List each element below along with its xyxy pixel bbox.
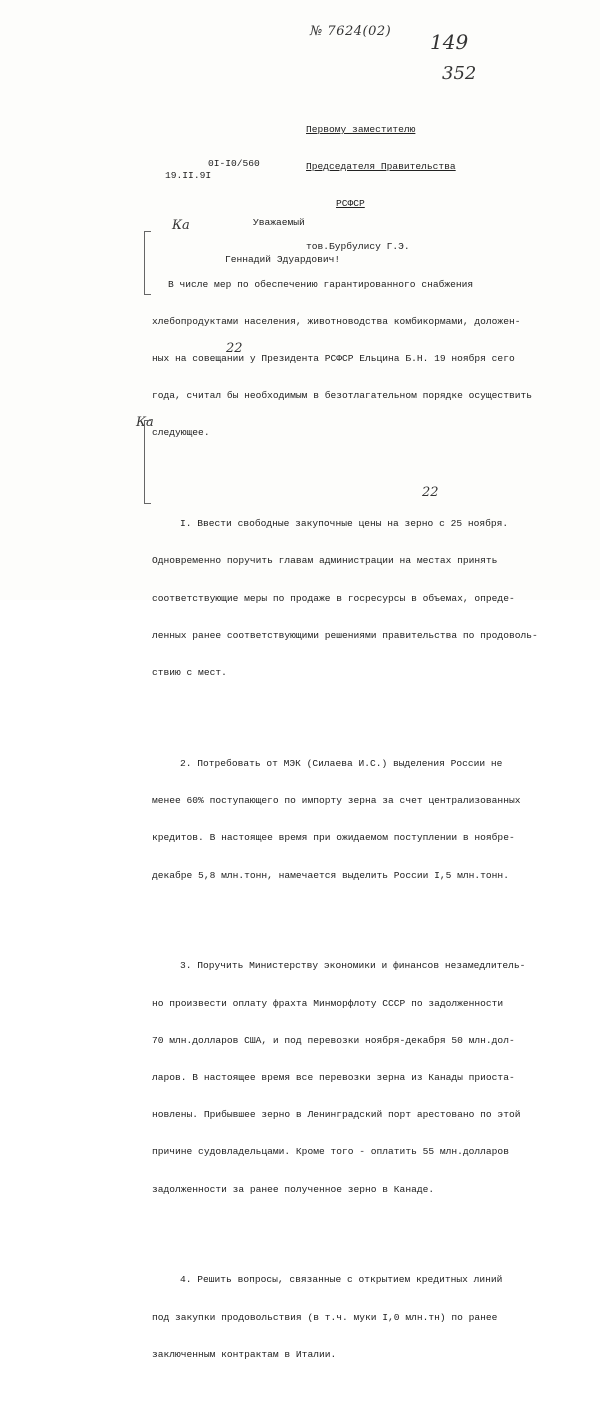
paragraph-intro xyxy=(152,254,538,465)
paragraph-item-4 xyxy=(152,1250,538,1386)
text-line: соответствующие меры по продаже в госресурсы в объемах, опреде- xyxy=(152,592,515,604)
paragraph-item-2 xyxy=(152,733,538,907)
reference-number: 0I-I0/560 xyxy=(208,158,260,169)
salutation-line: Уважаемый xyxy=(253,216,305,228)
salutation-line: Геннадий Эдуардович! xyxy=(225,254,341,266)
archive-stamp: № 7624(02) xyxy=(310,24,392,39)
text-line: Одновременно поручить главам администрации на местах принять xyxy=(152,555,498,567)
paragraph-item-1 xyxy=(152,493,538,704)
text-line: кредитов. В настоящее время при ожидаемом поступлении в ноябре- xyxy=(152,832,515,844)
margin-handwritten-mark: Ка xyxy=(172,218,190,233)
text-line: новлены. Прибывшее зерно в Ленинградский порт арестовано по этой xyxy=(152,1109,521,1121)
addressee-title-line: РСФСР xyxy=(336,198,365,210)
text-line: В числе мер по обеспечению гарантированного снабжения xyxy=(168,278,474,290)
text-line: хлебопродуктами населения, животноводства комбикормами, доложен- xyxy=(152,315,521,327)
text-line: ларов. В настоящее время все перевозки зерна из Канады приоста- xyxy=(152,1071,515,1083)
text-line: ленных ранее соответствующими решениями правительства по продоволь- xyxy=(152,629,538,641)
margin-bracket xyxy=(144,231,151,295)
text-line: задолженности за ранее полученное зерно в Канаде. xyxy=(152,1183,435,1195)
text-line: 3. Поручить Министерству экономики и финансов незамедлитель- xyxy=(180,960,526,972)
margin-bracket xyxy=(144,420,151,504)
text-line: 70 млн.долларов США, и под перевозки ноября-декабря 50 млн.дол- xyxy=(152,1034,515,1046)
text-line: причине судовладельцами. Кроме того - оплатить 55 млн.долларов xyxy=(152,1146,509,1158)
text-line: 4. Решить вопросы, связанные с открытием кредитных линий xyxy=(180,1274,503,1286)
handwritten-annotation: 22 xyxy=(226,341,243,356)
margin-handwritten-mark: Ка xyxy=(136,415,154,430)
text-line: следующее. xyxy=(152,427,210,439)
folio-number-bottom: 352 xyxy=(442,63,477,84)
text-line: менее 60% поступающего по импорту зерна за счет централизованных xyxy=(152,795,521,807)
letter-body xyxy=(152,229,538,1415)
letter-date: 19.II.9I xyxy=(165,170,212,182)
folio-number-top: 149 xyxy=(430,30,469,54)
text-line: года, считал бы необходимым в безотлагательном порядке осуществить xyxy=(152,390,532,402)
text-line: ствию с мест. xyxy=(152,667,227,679)
handwritten-annotation: 22 xyxy=(422,485,439,500)
paragraph-item-3 xyxy=(152,936,538,1221)
text-line: 2. Потребовать от МЭК (Силаева И.С.) выделения России не xyxy=(180,757,503,769)
date-line xyxy=(142,158,260,208)
text-line: заключенным контрактам в Италии. xyxy=(152,1348,337,1360)
addressee-name: тов.Бурбулису Г.Э. xyxy=(306,241,410,253)
addressee-title-line: Первому заместителю xyxy=(306,123,416,135)
text-line: ных на совещании у Президента РСФСР Ельцина Б.Н. 19 ноября сего xyxy=(152,353,515,365)
text-line: но произвести оплату фрахта Минморфлоту СССР по задолженности xyxy=(152,997,504,1009)
text-line: декабре 5,8 млн.тонн, намечается выделить России I,5 млн.тонн. xyxy=(152,869,509,881)
addressee-title-line: Председателя Правительства xyxy=(306,161,456,173)
text-line: I. Ввести свободные закупочные цены на зерно с 25 ноября. xyxy=(180,518,509,530)
text-line: под закупки продовольствия (в т.ч. муки I,0 млн.тн) по ранее xyxy=(152,1311,498,1323)
